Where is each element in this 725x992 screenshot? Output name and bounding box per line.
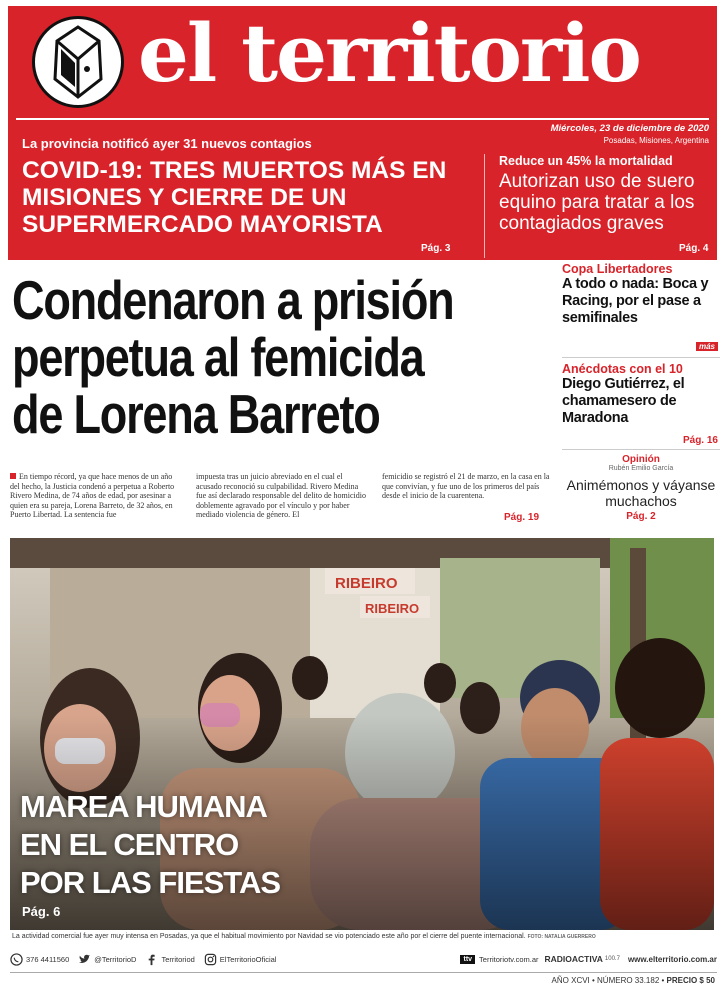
photo-headline-line: EN EL CENTRO [20, 827, 239, 862]
ttv-badge: ttv [460, 955, 475, 964]
opinion-author: Rubén Emilio García [608, 465, 674, 472]
anecdotas-kicker: Anécdotas con el 10 [562, 362, 683, 376]
opinion-kicker: Opinión [622, 454, 660, 465]
facebook-handle: Territoriod [161, 954, 195, 964]
body-column-1 [10, 472, 182, 520]
photo-page: Pág. 6 [22, 904, 61, 919]
sidebar-item-opinion[interactable] [562, 454, 720, 522]
photo-credit: FOTO: NATALIA GUERRERO [527, 934, 596, 940]
lead-right-headline: Autorizan uso de suero equino para tratar a los contagiados graves [499, 171, 695, 234]
main-story-page: Pág. 19 [504, 512, 540, 523]
sidebar-item-anecdotas[interactable] [562, 362, 720, 427]
dateline: Miércoles, 23 de diciembre de 2020 [550, 123, 709, 134]
footer-whatsapp[interactable] [10, 953, 69, 966]
sidebar [562, 262, 722, 530]
anecdotas-page: Pág. 16 [682, 435, 718, 446]
lead-left-kicker: La provincia notificó ayer 31 nuevos contagios [22, 136, 312, 151]
red-bullet-icon [10, 473, 16, 479]
bottom-divider [10, 972, 717, 973]
whatsapp-icon [10, 953, 23, 966]
masthead-divider [16, 118, 709, 120]
issue-info: AÑO XCVI • NÚMERO 33.182 • PRECIO $ 50 [551, 976, 715, 985]
instagram-handle: ElTerritorioOficial [219, 954, 277, 964]
lead-right-page: Pág. 4 [679, 243, 709, 254]
masthead-column-divider [484, 154, 485, 258]
radio-frequency: 100.7 [604, 956, 620, 962]
twitter-handle: @TerritorioD [94, 954, 137, 964]
footer-facebook[interactable] [145, 953, 194, 966]
cover-photo[interactable] [10, 538, 714, 930]
main-headline[interactable] [12, 269, 461, 445]
photo-headline [20, 788, 280, 902]
lead-left-headline: COVID-19: TRES MUERTOS MÁS EN MISIONES Y CIERRE DE UN SUPERMERCADO MAYORISTA [22, 157, 447, 238]
whatsapp-number: 376 4411560 [26, 954, 70, 964]
caption-text: La actividad comercial fue ayer muy intensa en Posadas, ya que el habitual movimiento por Navidad se vio potenciado este año por el cierre del puente internacional. [12, 933, 526, 940]
website-link[interactable]: www.elterritorio.com.ar [627, 954, 717, 964]
photo-headline-line: POR LAS FIESTAS [20, 865, 281, 900]
opinion-title: Animémonos y váyanse muchachos [566, 477, 716, 509]
footer-twitter[interactable] [78, 953, 136, 966]
main-headline-line: Condenaron a prisión [12, 269, 454, 331]
place-line: Posadas, Misiones, Argentina [603, 136, 709, 145]
body-column-2: impuesta tras un juicio abreviado en el cual el acusado reconoció su culpabilidad. Rivero Medina fue así declarado responsable del delito de homicidio doblemente agravado por el vínculo y por haber mediado violencia de género. El [196, 472, 366, 519]
issue-price: PRECIO $ 50 [666, 976, 715, 985]
lead-story-left[interactable] [22, 136, 482, 238]
issue-year: AÑO XCVI [551, 976, 590, 985]
copa-headline: A todo o nada: Boca y Racing, por el pase a semifinales [562, 276, 709, 326]
mas-badge: más [696, 342, 718, 351]
twitter-icon [78, 953, 91, 966]
footer-bar [10, 948, 717, 970]
ttv-site[interactable]: Territoriotv.com.ar [479, 954, 539, 964]
instagram-icon [204, 953, 217, 966]
lead-left-page: Pág. 3 [421, 243, 451, 254]
anecdotas-headline: Diego Gutiérrez, el chamamesero de Maradona [562, 376, 685, 426]
sidebar-item-copa[interactable] [562, 262, 720, 327]
copa-kicker: Copa Libertadores [562, 262, 673, 276]
sidebar-divider [562, 449, 720, 450]
facebook-icon [145, 953, 158, 966]
footer-instagram[interactable] [204, 953, 277, 966]
main-story-body [10, 472, 558, 522]
lead-story-right[interactable] [499, 154, 714, 234]
photo-caption [12, 933, 717, 940]
lead-right-kicker: Reduce un 45% la mortalidad [499, 154, 673, 168]
main-headline-line: perpetua al femicida [12, 326, 424, 388]
radio-name[interactable]: RADIOACTIVA [544, 954, 603, 964]
brand-title: el territorio [138, 6, 640, 100]
body-column-3: femicidio se registró el 21 de marzo, en la casa en la que convivían, y fue uno de los primeros del país desde el inicio de la cuarentena. [382, 472, 550, 500]
newspaper-logo-icon [32, 16, 124, 108]
photo-headline-line: MAREA HUMANA [20, 789, 267, 824]
opinion-page: Pág. 2 [626, 511, 656, 522]
main-headline-line: de Lorena Barreto [12, 383, 380, 445]
masthead [8, 6, 717, 260]
sidebar-divider [562, 357, 720, 358]
body-text: En tiempo récord, ya que hace menos de un año del hecho, la Justicia condenó a perpetua a Roberto Rivero Medina, de 74 años de edad, por asesinar a quien era su pareja, Lorena Barreto, de 32 años, en Puerto Libertad. La sentencia fue [10, 472, 175, 519]
issue-number: NÚMERO 33.182 [597, 976, 660, 985]
